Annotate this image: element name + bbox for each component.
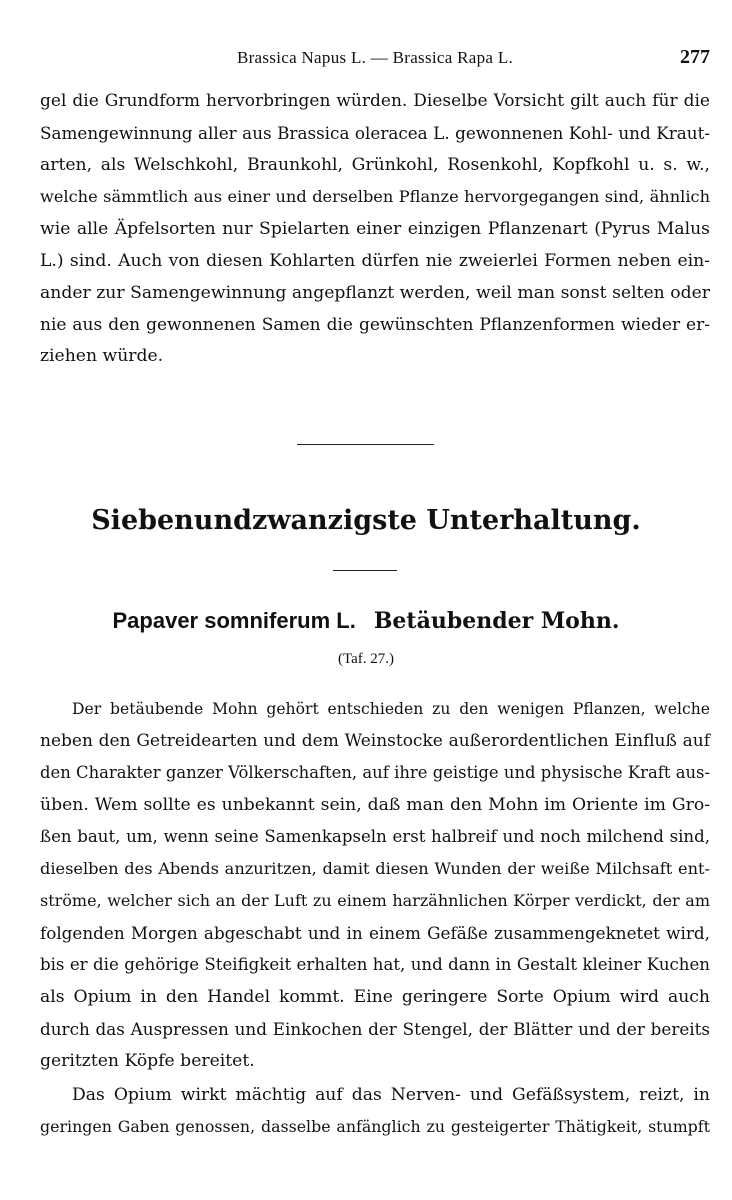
text-line: welche sämmtlich aus einer und derselben Pflanze hervorgegangen sind, ähnlich: [40, 187, 710, 206]
text-line: Samengewinnung aller aus Brassica oleracea L. gewonnenen Kohl- und Kraut-: [40, 123, 710, 143]
text-line: Der betäubende Mohn gehört entschieden zu den wenigen Pflanzen, welche: [72, 700, 710, 718]
text-line: arten, als Welschkohl, Braunkohl, Grünkohl, Rosenkohl, Kopfkohl u. s. w.,: [40, 155, 710, 175]
section-divider: [297, 444, 434, 445]
page-number: 277: [680, 46, 710, 68]
text-line: L.) sind. Auch von diesen Kohlarten dürfen nie zweierlei Formen neben ein-: [40, 251, 710, 271]
text-line: geringen Gaben genossen, dasselbe anfänglich zu gesteigerter Thätigkeit, stumpft: [40, 1117, 710, 1136]
text-line: Das Opium wirkt mächtig auf das Nerven- und Gefäßsystem, reizt, in: [72, 1085, 710, 1105]
text-line: gel die Grundform hervorbringen würden. Dieselbe Vorsicht gilt auch für die: [40, 91, 710, 111]
text-line: neben den Getreidearten und dem Weinstocke außerordentlichen Einfluß auf: [40, 731, 710, 751]
text-line: dieselben des Abends anzuritzen, damit diesen Wunden der weiße Milchsaft ent-: [40, 859, 710, 878]
text-line: ziehen würde.: [40, 346, 164, 366]
text-line: ströme, welcher sich an der Luft zu einem harzähnlichen Körper verdickt, der am: [40, 891, 710, 910]
plate-reference: (Taf. 27.): [337, 651, 394, 667]
text-line: nie aus den gewonnenen Samen die gewünschten Pflanzenformen wieder er-: [40, 315, 710, 335]
text-line: bis er die gehörige Steifigkeit erhalten hat, und dann in Gestalt kleiner Kuchen: [40, 955, 710, 974]
section-heading: [0, 608, 732, 634]
text-line: geritzten Köpfe bereitet.: [40, 1051, 255, 1071]
running-head-title: Brassica Napus L. — Brassica Rapa L.: [236, 48, 514, 67]
text-line: wie alle Äpfelsorten nur Spielarten einer einzigen Pflanzenart (Pyrus Malus: [40, 219, 710, 239]
chapter-divider: [333, 570, 397, 571]
chapter-title: Siebenundzwanzigste Unterhaltung.: [91, 505, 641, 536]
running-head: [40, 48, 710, 74]
text-line: als Opium in den Handel kommt. Eine geringere Sorte Opium wird auch: [40, 987, 710, 1007]
section-heading-latin: Papaver somniferum L.: [112, 608, 356, 633]
text-line: durch das Auspressen und Einkochen der Stengel, der Blätter und der bereits: [40, 1019, 710, 1039]
text-line: folgenden Morgen abgeschabt und in einem Gefäße zusammengeknetet wird,: [40, 923, 710, 943]
section-heading-german: Betäubender Mohn.: [373, 608, 620, 634]
text-line: den Charakter ganzer Völkerschaften, auf ihre geistige und physische Kraft aus-: [40, 763, 710, 782]
text-line: ßen baut, um, wenn seine Samenkapseln erst halbreif und noch milchend sind,: [40, 827, 710, 846]
text-line: üben. Wem sollte es unbekannt sein, daß man den Mohn im Oriente im Gro-: [40, 795, 710, 815]
text-line: ander zur Samengewinnung angepflanzt werden, weil man sonst selten oder: [40, 283, 710, 303]
